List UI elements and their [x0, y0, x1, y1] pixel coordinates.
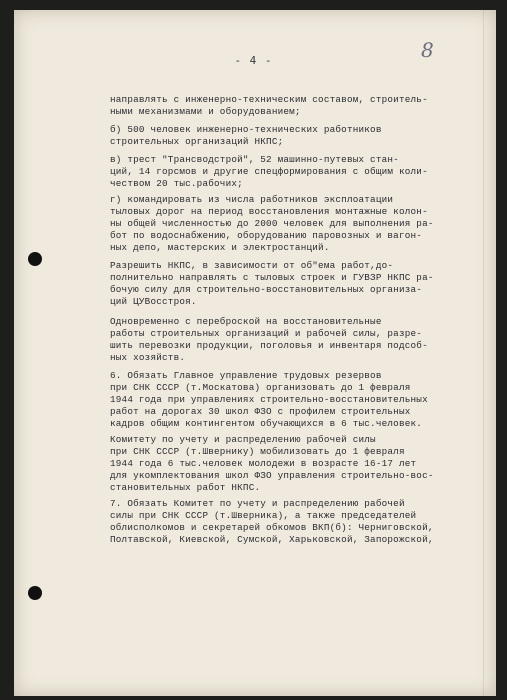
page-number: - 4 - [234, 54, 273, 67]
text-line: ций, 14 горсмов и другие спецформирования с общим коли- [110, 166, 428, 177]
text-line: силы при СНК СССР (т.Шверника), а также председателей [110, 510, 417, 521]
text-line: при СНК СССР (т.Москатова) организовать до 1 февраля [110, 382, 411, 393]
text-line: ных хозяйств. [110, 352, 186, 363]
text-line: г) командировать из числа работников эксплоатации [110, 194, 394, 205]
text-line: для укомплектования школ ФЗО управления строительно-вос- [110, 470, 434, 481]
text-line: полнительно направлять с тыловых строек и ГУВЗР НКПС ра- [110, 272, 434, 283]
handwritten-sheet-number: 8 [421, 38, 434, 62]
text-line: 7. Обязать Комитет по учету и распределению рабочей [110, 498, 405, 509]
text-line: Полтавской, Киевской, Сумской, Харьковской, Запорожской, [110, 534, 434, 545]
text-line: в) трест "Трансводстрой", 52 машинно-путевых стан- [110, 154, 399, 165]
text-line: строительных организаций НКПС; [110, 136, 284, 147]
binder-hole-top [28, 252, 42, 266]
text-line: облисполкомов и секретарей обкомов ВКП(б): Черниговской, [110, 522, 434, 533]
text-line: становительных работ НКПС. [110, 482, 261, 493]
text-line: кадров общим контингентом обучающихся в 6 тыс.человек. [110, 418, 423, 429]
text-line: 6. Обязать Главное управление трудовых резервов [110, 370, 382, 381]
binder-hole-bottom [28, 586, 42, 600]
text-line: чеством 20 тыс.рабочих; [110, 178, 243, 189]
text-line: ных депо, мастерских и электростанций. [110, 242, 330, 253]
text-line: Одновременно с переброской на восстановительные [110, 316, 382, 327]
text-line: при СНК СССР (т.Швернику) мобилизовать до 1 февраля [110, 446, 405, 457]
text-line: шить перевозки продукции, поголовья и инвентаря подсоб- [110, 340, 428, 351]
text-line: 1944 года при управлениях строительно-восстановительных [110, 394, 428, 405]
text-line: направлять с инженерно-техническим составом, строитель- [110, 94, 428, 105]
text-line: Комитету по учету и распределению рабочей силы [110, 434, 376, 445]
text-line: бочую силу для строительно-восстановительных организа- [110, 284, 423, 295]
text-line: ными механизмами и оборудованием; [110, 106, 301, 117]
text-line: ций ЦУВосстроя. [110, 296, 197, 307]
text-line: б) 500 человек инженерно-технических работников [110, 124, 382, 135]
text-line: Разрешить НКПС, в зависимости от об"ема работ,до- [110, 260, 394, 271]
text-line: работы строительных организаций и рабочей силы, разре- [110, 328, 423, 339]
page-edge-shadow [483, 10, 484, 696]
text-line: бот по водоснабжению, оборудованию паровозных и вагон- [110, 230, 423, 241]
text-line: 1944 года 6 тыс.человек молодежи в возрасте 16-17 лет [110, 458, 417, 469]
text-line: ны общей численностью до 2000 человек для выполнения ра- [110, 218, 434, 229]
text-line: работ на дорогах 30 школ ФЗО с профилем строительных [110, 406, 411, 417]
text-line: тыловых дорог на период восстановления монтажные колон- [110, 206, 428, 217]
